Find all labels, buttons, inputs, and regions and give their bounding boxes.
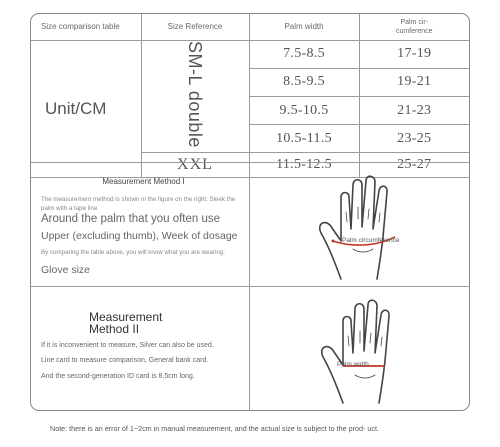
size-xxl-label: XXL — [141, 153, 249, 178]
method-one-title: Measurement Method I — [102, 177, 185, 186]
row4-palm-circ: 23-25 — [359, 125, 469, 153]
method-one-line5: Glove size — [41, 264, 91, 276]
unit-label: Unit/CM — [31, 40, 141, 178]
size-sml-label: SM-L double — [185, 40, 205, 148]
row3-palm-circ: 21-23 — [359, 96, 469, 124]
row2-palm-width: 8.5-9.5 — [249, 68, 359, 96]
method-one-line2: Around the palm that you often use — [41, 213, 221, 225]
hand-width-illustration — [313, 291, 423, 409]
row2-palm-circ: 19-21 — [359, 68, 469, 96]
method-one-line4: By comparing the table above, you will know what you are wearing. — [41, 249, 226, 256]
row4-palm-width: 10.5-11.5 — [249, 125, 359, 153]
hand-circumference-illustration — [311, 167, 421, 285]
method-one-line3: Upper (excluding thumb), Week of dosage — [41, 230, 238, 242]
size-chart-card — [30, 13, 470, 411]
header-size-reference: Size Reference — [141, 14, 249, 40]
palm-width-label: Palm width — [337, 361, 369, 368]
section-divider-2 — [249, 287, 250, 411]
method-two-title: Measurement Method II — [89, 310, 163, 336]
row3-palm-width: 9.5-10.5 — [249, 96, 359, 124]
header-palm-width — [249, 14, 359, 40]
method-two-line3: And the second-generation ID card is 8.5cm long. — [41, 373, 195, 380]
row5-palm-circ: 25-27 — [359, 153, 469, 178]
header-palm-circumference — [359, 14, 469, 40]
header-palm-width-text: Palm width — [284, 22, 324, 32]
footnote: Note: there is an error of 1~2cm in manual measurement, and the actual size is subject to the prod- uct. — [50, 424, 379, 433]
row1-palm-width: 7.5-8.5 — [249, 40, 359, 68]
method-two-section — [31, 286, 469, 411]
palm-circumference-label: Palm circumference — [342, 237, 400, 244]
method-two-line2: Line card to measure comparison, General bank card. — [41, 357, 209, 364]
method-one-line1: The measurement method is shown in the figure on the right. Sleek the palm with a tape line — [41, 196, 236, 212]
size-comparison-table — [31, 14, 469, 178]
method-one-section — [31, 162, 469, 287]
row1-palm-circ: 17-19 — [359, 40, 469, 68]
header-palm-circ-text: Palm cir- cumference — [395, 18, 433, 35]
size-sml-cell — [141, 40, 249, 153]
header-size-comparison: Size comparison table — [31, 14, 141, 40]
section-divider — [249, 163, 250, 287]
row5-palm-width: 11.5-12.5 — [249, 153, 359, 178]
method-two-line1: If it is inconvenient to measure, Silver can also be used. — [41, 342, 214, 349]
